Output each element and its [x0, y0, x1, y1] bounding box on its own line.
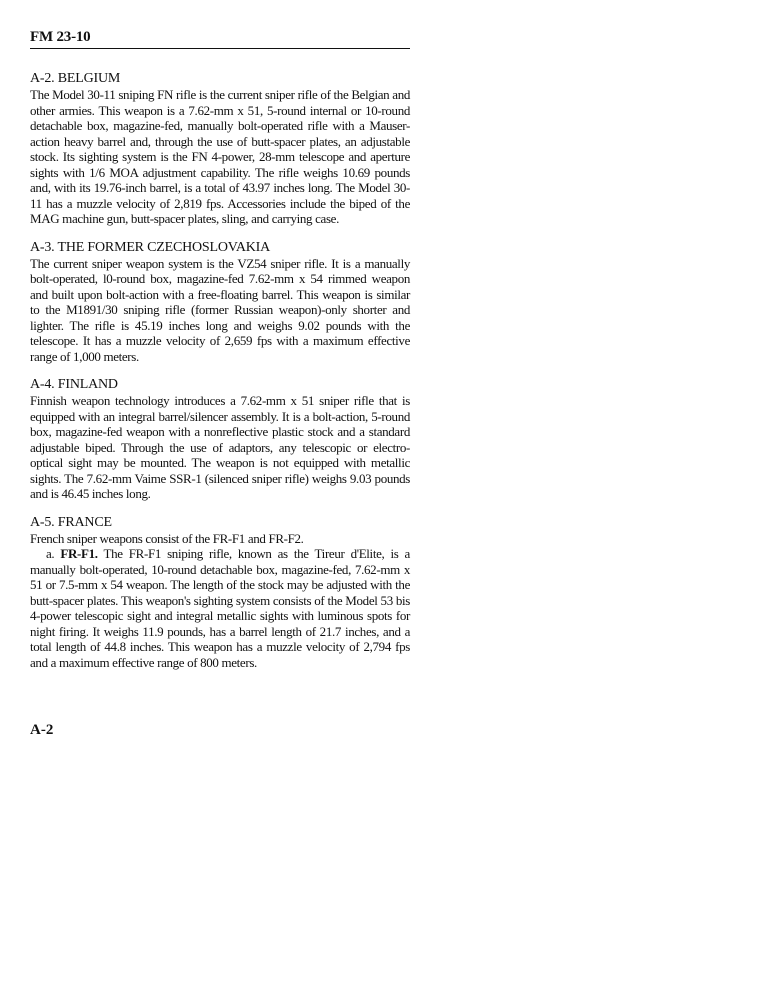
- paragraph: The Model 30-11 sniping FN rifle is the current sniper rifle of the Belgian and other armies. This weapon is a 7.62-mm x 51, 5-round internal or 10-round detachable box, magazine-fed, manually bolt-operated rifle with a Mauser-action heavy barrel and, through the use of butt-spacer plates, an adjustable stock. Its sighting system is the FN 4-power, 28-mm telescope and aperture sights with 1/6 MOA adjustment capability. The rifle weighs 10.69 pounds and, with its 19.76-inch barrel, is a total of 43.97 inches long. The Model 30-11 has a muzzle velocity of 2,819 fps. Accessories include the biped of the MAG machine gun, butt-spacer plates, sling, and carrying case.: [30, 87, 410, 226]
- paragraph: French sniper weapons consist of the FR-F1 and FR-F2.: [30, 530, 304, 546]
- paragraph: The current sniper weapon system is the VZ54 sniper rifle. It is a manually bolt-operated, l0-round box, magazine-fed 7.62-mm x 54 rimmed weapon and built upon bolt-action with a free-floating barrel. This weapon is similar to the M1891/30 sniping rifle (former Russian weapon)-only shorter and lighter. The rifle is 45.19 inches long and weighs 9.02 pounds with the telescope. It has a muzzle velocity of 2,659 fps with a maximum effective range of 1,000 meters.: [30, 255, 410, 364]
- paragraph: Finnish weapon technology introduces a 7.62-mm x 51 sniper rifle that is equipped with an integral barrel/silencer assembly. It is a bolt-action, 5-round box, magazine-fed weapon with a nonreflective plastic stock and a standard adjustable biped. Through the use of adaptors, any telescopic or electro-optical sight may be mounted. The weapon is not equipped with metallic sights. The 7.62-mm Vaime SSR-1 (silenced sniper rifle) weighs 9.03 pounds and is 46.45 inches long.: [30, 393, 410, 501]
- subparagraph-title: FR-F1.: [60, 546, 98, 561]
- section-france: [30, 515, 410, 671]
- section-czechoslovakia: [30, 240, 410, 365]
- page-content: [30, 28, 410, 683]
- section-belgium: [30, 71, 410, 227]
- subparagraph-letter: a.: [46, 546, 61, 561]
- section-finland: [30, 377, 410, 502]
- subparagraph-text: The FR-F1 sniping rifle, known as the Tireur d'Elite, is a manually bolt-operated, 10-round detachable box, magazine-fed, 7.62-mm x 51 or 7.5-mm x 54 weapon. The length of the stock may be adjusted with the butt-spacer plates. This weapon's sighting system consists of the Model 53 bis 4-power telescopic sight and integral metallic sights with luminous spots for night firing. It weighs 11.9 pounds, has a barrel length of 21.7 inches, and a total length of 44.8 inches. This weapon has a muzzle velocity of 2,794 fps and a maximum effective range of 800 meters.: [30, 546, 410, 670]
- section-heading: A-2. BELGIUM: [30, 71, 121, 86]
- section-heading: A-3. THE FORMER CZECHOSLOVAKIA: [30, 239, 271, 255]
- section-heading: A-5. FRANCE: [30, 514, 112, 530]
- page-number: A-2: [30, 722, 54, 738]
- section-heading: A-4. FINLAND: [30, 377, 118, 392]
- subparagraph-fr-f1: [30, 546, 410, 670]
- running-head: FM 23-10: [30, 28, 410, 49]
